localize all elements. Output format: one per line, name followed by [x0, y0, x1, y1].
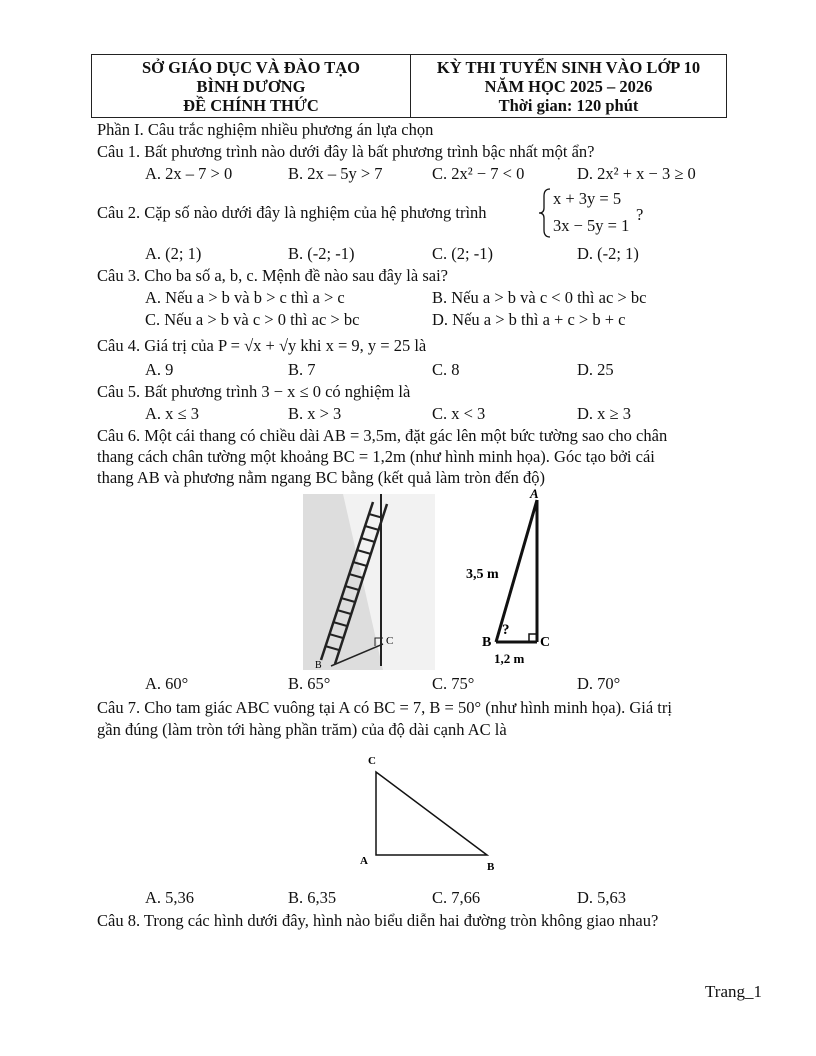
q5-text — [97, 382, 410, 402]
q7-option-a: A. 5,36 — [145, 888, 195, 907]
section-title: Phần I. Câu trắc nghiệm nhiều phương án lựa chọn — [97, 120, 434, 139]
q5-option-d: D. x ≥ 3 — [577, 404, 631, 423]
q6-line-1: Câu 6. Một cái thang có chiều dài AB = 3,5m, đặt gác lên một bức tường sao cho chân — [97, 426, 668, 445]
q4-text — [97, 336, 426, 356]
q5-formula: 3 − x ≤ 0 — [261, 382, 321, 401]
photo-label-c: C — [386, 635, 394, 647]
q3-option-b: B. Nếu a > b và c < 0 thì ac > bc — [432, 288, 647, 307]
right-triangle-abc — [355, 750, 505, 875]
province-name: BÌNH DƯƠNG — [196, 76, 306, 96]
diagram-label-bc: 1,2 m — [494, 651, 525, 666]
diagram-label-c: C — [540, 635, 550, 650]
school-year: NĂM HỌC 2025 – 2026 — [484, 76, 653, 96]
q6-option-d: D. 70° — [577, 674, 621, 693]
q5-prefix: Câu 5. Bất phương trình — [97, 382, 258, 401]
department-name: SỞ GIÁO DỤC VÀ ĐÀO TẠO — [141, 57, 361, 77]
triangle-label-b: B — [487, 861, 495, 873]
header-left — [92, 55, 411, 117]
q2-option-a: A. (2; 1) — [145, 244, 202, 263]
q2-equation-1: x + 3y = 5 — [553, 189, 622, 208]
q2-question-mark: ? — [636, 205, 644, 224]
diagram-angle-label: ? — [502, 622, 510, 638]
q6-option-c: C. 75° — [432, 674, 475, 693]
q7-option-b: B. 6,35 — [288, 888, 337, 907]
q7-line-2: gần đúng (làm tròn tới hàng phần trăm) của độ dài cạnh AC là — [97, 720, 507, 739]
triangle-label-c: C — [368, 755, 376, 767]
photo-label-b: B — [315, 660, 322, 670]
q4-option-d: D. 25 — [577, 360, 614, 379]
q5-suffix: có nghiệm là — [325, 382, 411, 401]
q2-option-d: D. (-2; 1) — [577, 244, 639, 263]
ladder-illustration — [303, 494, 435, 670]
q4-option-c: C. 8 — [432, 360, 460, 379]
triangle-label-a: A — [360, 855, 368, 867]
q7-option-c: C. 7,66 — [432, 888, 481, 907]
q7-line-1: Câu 7. Cho tam giác ABC vuông tại A có BC = 7, B = 50° (như hình minh họa). Giá trị — [97, 698, 672, 717]
q2-equation-2: 3x − 5y = 1 — [553, 216, 630, 235]
diagram-label-a: A — [530, 486, 539, 501]
page-number: Trang_1 — [705, 982, 762, 1001]
q4-prefix: Câu 4. Giá trị của — [97, 336, 214, 355]
q6-line-2: thang cách chân tường một khoảng BC = 1,2m (như hình minh họa). Góc tạo bởi cái — [97, 447, 655, 466]
q5-option-a: A. x ≤ 3 — [145, 404, 199, 423]
q8-text: Câu 8. Trong các hình dưới đây, hình nào biểu diễn hai đường tròn không giao nhau? — [97, 911, 659, 930]
q3-option-a: A. Nếu a > b và b > c thì a > c — [145, 288, 345, 307]
q6-line-3: thang AB và phương nằm ngang BC bằng (kết quả làm tròn đến độ) — [97, 468, 545, 487]
q3-text: Câu 3. Cho ba số a, b, c. Mệnh đề nào sau đây là sai? — [97, 266, 448, 285]
q5-option-c: C. x < 3 — [432, 404, 486, 423]
q4-suffix: khi x = 9, y = 25 là — [300, 336, 427, 355]
q2-option-c: C. (2; -1) — [432, 244, 493, 263]
q7-option-d: D. 5,63 — [577, 888, 627, 907]
q1-option-a: A. 2x – 7 > 0 — [145, 164, 233, 183]
exam-header — [91, 54, 727, 118]
ladder-triangle-diagram — [460, 486, 550, 670]
diagram-label-ab: 3,5 m — [466, 567, 499, 582]
q4-option-a: A. 9 — [145, 360, 174, 379]
official-label: ĐỀ CHÍNH THỨC — [183, 95, 319, 115]
q4-formula: P = √x + √y — [217, 336, 297, 355]
q3-option-d: D. Nếu a > b thì a + c > b + c — [432, 310, 626, 329]
q1-text: Câu 1. Bất phương trình nào dưới đây là bất phương trình bậc nhất một ẩn? — [97, 142, 595, 161]
q2-option-b: B. (-2; -1) — [288, 244, 355, 263]
q1-option-b: B. 2x – 5y > 7 — [288, 164, 383, 183]
q1-option-c: C. 2x² − 7 < 0 — [432, 164, 525, 183]
header-right — [411, 55, 726, 117]
q2-text: Câu 2. Cặp số nào dưới đây là nghiệm của hệ phương trình — [97, 203, 487, 222]
q4-option-b: B. 7 — [288, 360, 316, 379]
q5-option-b: B. x > 3 — [288, 404, 342, 423]
exam-title: KỲ THI TUYỂN SINH VÀO LỚP 10 — [436, 57, 701, 77]
time-limit: Thời gian: 120 phút — [498, 95, 639, 115]
q6-option-a: A. 60° — [145, 674, 189, 693]
q1-option-d: D. 2x² + x − 3 ≥ 0 — [577, 164, 696, 183]
q6-option-b: B. 65° — [288, 674, 331, 693]
q3-option-c: C. Nếu a > b và c > 0 thì ac > bc — [145, 310, 360, 329]
diagram-label-b: B — [482, 635, 492, 650]
